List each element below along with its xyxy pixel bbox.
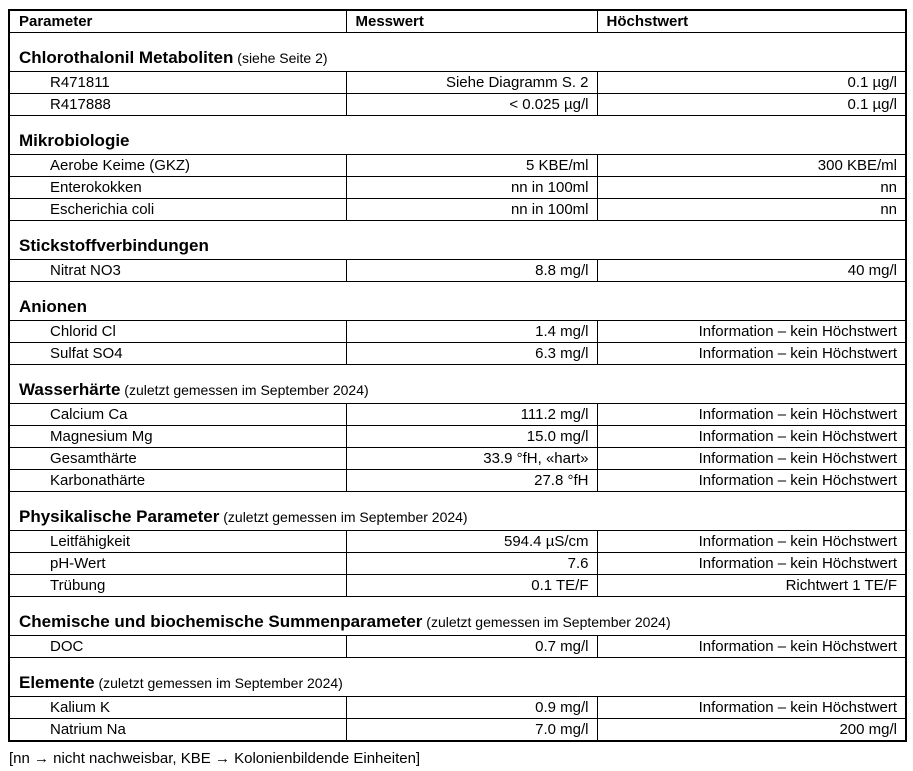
parameter-cell: Leitfähigkeit bbox=[9, 531, 346, 553]
section-title: Mikrobiologie bbox=[19, 131, 130, 150]
section-header-row bbox=[9, 365, 906, 404]
parameter-cell: Trübung bbox=[9, 575, 346, 597]
messwert-cell: 27.8 °fH bbox=[346, 470, 597, 492]
parameter-cell: R471811 bbox=[9, 72, 346, 94]
section-header-row bbox=[9, 221, 906, 260]
hoechstwert-cell: Information – kein Höchstwert bbox=[597, 697, 906, 719]
hoechstwert-cell: Richtwert 1 TE/F bbox=[597, 575, 906, 597]
hoechstwert-cell: 0.1 µg/l bbox=[597, 94, 906, 116]
water-quality-table bbox=[8, 9, 907, 742]
section-header-cell bbox=[9, 658, 906, 697]
table-row bbox=[9, 470, 906, 492]
hoechstwert-cell: 0.1 µg/l bbox=[597, 72, 906, 94]
parameter-cell: R417888 bbox=[9, 94, 346, 116]
hoechstwert-cell: Information – kein Höchstwert bbox=[597, 404, 906, 426]
section-title: Elemente bbox=[19, 673, 95, 692]
messwert-cell: 594.4 µS/cm bbox=[346, 531, 597, 553]
hoechstwert-cell: Information – kein Höchstwert bbox=[597, 470, 906, 492]
parameter-cell: Gesamthärte bbox=[9, 448, 346, 470]
section-header-row bbox=[9, 658, 906, 697]
table-row bbox=[9, 697, 906, 719]
section-subtitle: (siehe Seite 2) bbox=[233, 50, 328, 66]
parameter-cell: Kalium K bbox=[9, 697, 346, 719]
parameter-cell: Calcium Ca bbox=[9, 404, 346, 426]
column-header-messwert: Messwert bbox=[346, 10, 597, 33]
hoechstwert-cell: Information – kein Höchstwert bbox=[597, 426, 906, 448]
section-header-row bbox=[9, 33, 906, 72]
table-row bbox=[9, 448, 906, 470]
hoechstwert-cell: Information – kein Höchstwert bbox=[597, 531, 906, 553]
hoechstwert-cell: nn bbox=[597, 199, 906, 221]
hoechstwert-cell: Information – kein Höchstwert bbox=[597, 448, 906, 470]
messwert-cell: 15.0 mg/l bbox=[346, 426, 597, 448]
messwert-cell: 0.7 mg/l bbox=[346, 636, 597, 658]
messwert-cell: 0.9 mg/l bbox=[346, 697, 597, 719]
hoechstwert-cell: 200 mg/l bbox=[597, 719, 906, 742]
table-row bbox=[9, 72, 906, 94]
parameter-cell: Sulfat SO4 bbox=[9, 343, 346, 365]
section-title: Chlorothalonil Metaboliten bbox=[19, 48, 234, 67]
table-row bbox=[9, 575, 906, 597]
messwert-cell: 0.1 TE/F bbox=[346, 575, 597, 597]
table-row bbox=[9, 177, 906, 199]
footnote: [nn → nicht nachweisbar, KBE → Kolonienbildende Einheiten] bbox=[9, 750, 421, 767]
messwert-cell: nn in 100ml bbox=[346, 177, 597, 199]
section-subtitle: (zuletzt gemessen im September 2024) bbox=[219, 509, 468, 525]
section-subtitle: (zuletzt gemessen im September 2024) bbox=[120, 382, 369, 398]
section-title: Stickstoffverbindungen bbox=[19, 236, 209, 255]
table-row bbox=[9, 636, 906, 658]
parameter-cell: Karbonathärte bbox=[9, 470, 346, 492]
table-row bbox=[9, 94, 906, 116]
section-title: Physikalische Parameter bbox=[19, 507, 220, 526]
table-row bbox=[9, 199, 906, 221]
messwert-cell: 33.9 °fH, «hart» bbox=[346, 448, 597, 470]
parameter-cell: Magnesium Mg bbox=[9, 426, 346, 448]
hoechstwert-cell: Information – kein Höchstwert bbox=[597, 553, 906, 575]
column-header-hoechstwert: Höchstwert bbox=[597, 10, 906, 33]
parameter-cell: Nitrat NO3 bbox=[9, 260, 346, 282]
section-header-cell bbox=[9, 282, 906, 321]
table-row bbox=[9, 404, 906, 426]
hoechstwert-cell: Information – kein Höchstwert bbox=[597, 343, 906, 365]
section-header-row bbox=[9, 282, 906, 321]
messwert-cell: 5 KBE/ml bbox=[346, 155, 597, 177]
section-header-cell bbox=[9, 492, 906, 531]
table-row bbox=[9, 553, 906, 575]
hoechstwert-cell: Information – kein Höchstwert bbox=[597, 636, 906, 658]
table-row bbox=[9, 719, 906, 742]
hoechstwert-cell: nn bbox=[597, 177, 906, 199]
messwert-cell: 6.3 mg/l bbox=[346, 343, 597, 365]
table-row bbox=[9, 321, 906, 343]
table-row bbox=[9, 343, 906, 365]
section-header-cell bbox=[9, 365, 906, 404]
section-header-row bbox=[9, 597, 906, 636]
messwert-cell: 1.4 mg/l bbox=[346, 321, 597, 343]
parameter-cell: Natrium Na bbox=[9, 719, 346, 742]
hoechstwert-cell: 40 mg/l bbox=[597, 260, 906, 282]
column-header-parameter: Parameter bbox=[9, 10, 346, 33]
section-header-row bbox=[9, 116, 906, 155]
section-header-row bbox=[9, 492, 906, 531]
messwert-cell: 7.6 bbox=[346, 553, 597, 575]
section-header-cell bbox=[9, 33, 906, 72]
messwert-cell: Siehe Diagramm S. 2 bbox=[346, 72, 597, 94]
messwert-cell: 111.2 mg/l bbox=[346, 404, 597, 426]
table-row bbox=[9, 426, 906, 448]
messwert-cell: nn in 100ml bbox=[346, 199, 597, 221]
messwert-cell: 7.0 mg/l bbox=[346, 719, 597, 742]
hoechstwert-cell: Information – kein Höchstwert bbox=[597, 321, 906, 343]
hoechstwert-cell: 300 KBE/ml bbox=[597, 155, 906, 177]
parameter-cell: pH-Wert bbox=[9, 553, 346, 575]
messwert-cell: 8.8 mg/l bbox=[346, 260, 597, 282]
table-row bbox=[9, 155, 906, 177]
section-header-cell bbox=[9, 221, 906, 260]
section-title: Wasserhärte bbox=[19, 380, 121, 399]
parameter-cell: Chlorid Cl bbox=[9, 321, 346, 343]
parameter-cell: DOC bbox=[9, 636, 346, 658]
section-header-cell bbox=[9, 597, 906, 636]
messwert-cell: < 0.025 µg/l bbox=[346, 94, 597, 116]
parameter-cell: Enterokokken bbox=[9, 177, 346, 199]
section-header-cell bbox=[9, 116, 906, 155]
parameter-cell: Escherichia coli bbox=[9, 199, 346, 221]
water-table-body bbox=[9, 33, 906, 742]
table-row bbox=[9, 531, 906, 553]
section-subtitle: (zuletzt gemessen im September 2024) bbox=[422, 614, 671, 630]
table-row bbox=[9, 260, 906, 282]
parameter-cell: Aerobe Keime (GKZ) bbox=[9, 155, 346, 177]
section-subtitle: (zuletzt gemessen im September 2024) bbox=[94, 675, 343, 691]
section-title: Anionen bbox=[19, 297, 87, 316]
table-header-row bbox=[9, 10, 906, 33]
section-title: Chemische und biochemische Summenparameter bbox=[19, 612, 423, 631]
